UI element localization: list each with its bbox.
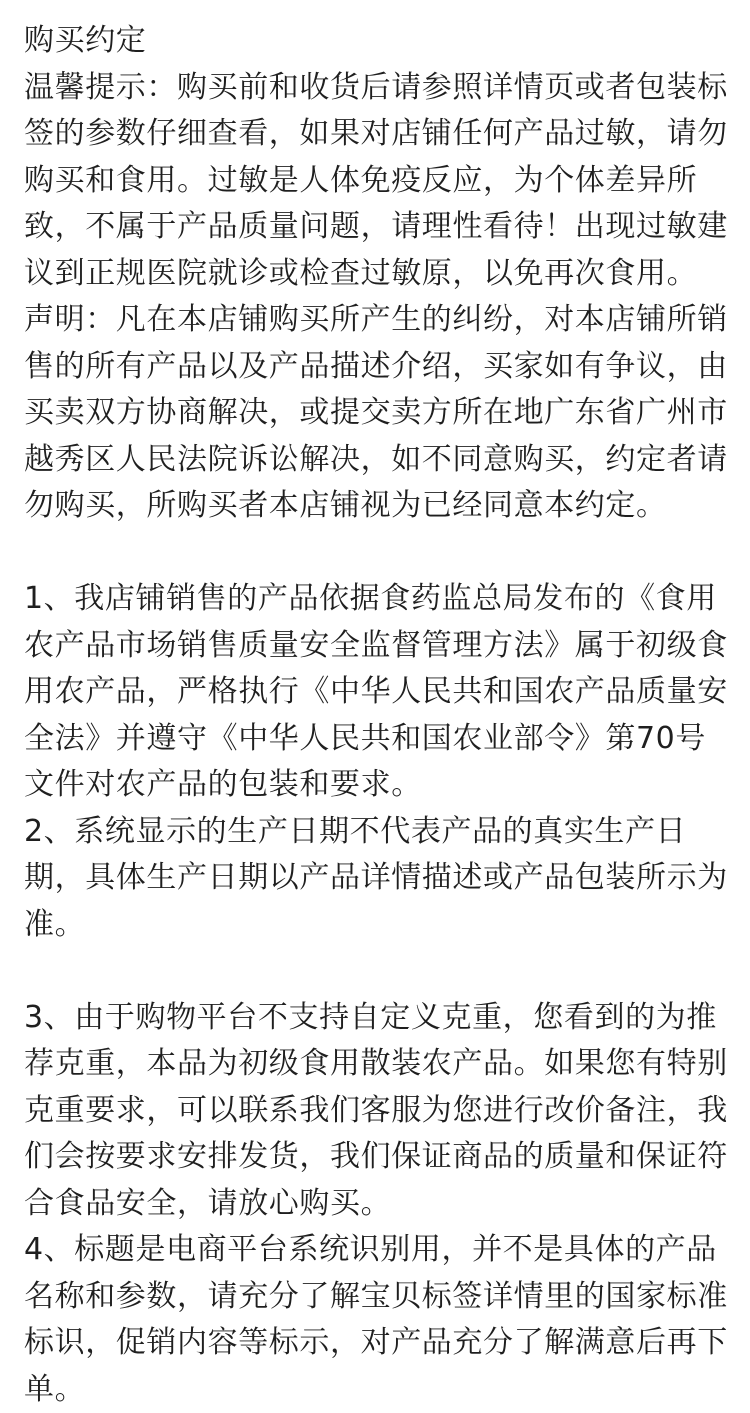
paragraph-spacer: [24, 948, 728, 995]
warm-tip-paragraph: 温馨提示：购买前和收货后请参照详情页或者包装标签的参数仔细查看，如果对店铺任何产品过敏，请勿购买和食用。过敏是人体免疫反应，为个体差异所致，不属于产品质量问题，请理性看待！出现过敏建议到正规医院就诊或检查过敏原，以免再次食用。: [24, 69, 728, 291]
agreement-item-1: 1、我店铺销售的产品依据食药监总局发布的《食用农产品市场销售质量安全监督管理方法》属于初级食用农产品，严格执行《中华人民共和国农产品质量安全法》并遵守《中华人民共和国农业部令》第70号文件对农产品的包装和要求。: [24, 581, 728, 802]
agreement-item-3: 3、由于购物平台不支持自定义克重，您看到的为推荐克重，本品为初级食用散装农产品。如果您有特别克重要求，可以联系我们客服为您进行改价备注，我们会按要求安排发货，我们保证商品的质量和保证符合食品安全，请放心购买。: [24, 999, 728, 1221]
purchase-agreement-document: [24, 18, 728, 1413]
statement-paragraph: 声明：凡在本店铺购买所产生的纠纷，对本店铺所销售的所有产品以及产品描述介绍，买家如有争议，由买卖双方协商解决，或提交卖方所在地广东省广州市越秀区人民法院诉讼解决，如不同意购买，约定者请勿购买，所购买者本店铺视为已经同意本约定。: [24, 302, 728, 523]
agreement-item-2: 2、系统显示的生产日期不代表产品的真实生产日期，具体生产日期以产品详情描述或产品包装所示为准。: [24, 813, 728, 942]
document-title: 购买约定: [24, 23, 147, 58]
agreement-item-4: 4、标题是电商平台系统识别用，并不是具体的产品名称和参数，请充分了解宝贝标签详情里的国家标准标识，促销内容等标示，对产品充分了解满意后再下单。: [24, 1232, 728, 1407]
paragraph-spacer: [24, 530, 728, 577]
